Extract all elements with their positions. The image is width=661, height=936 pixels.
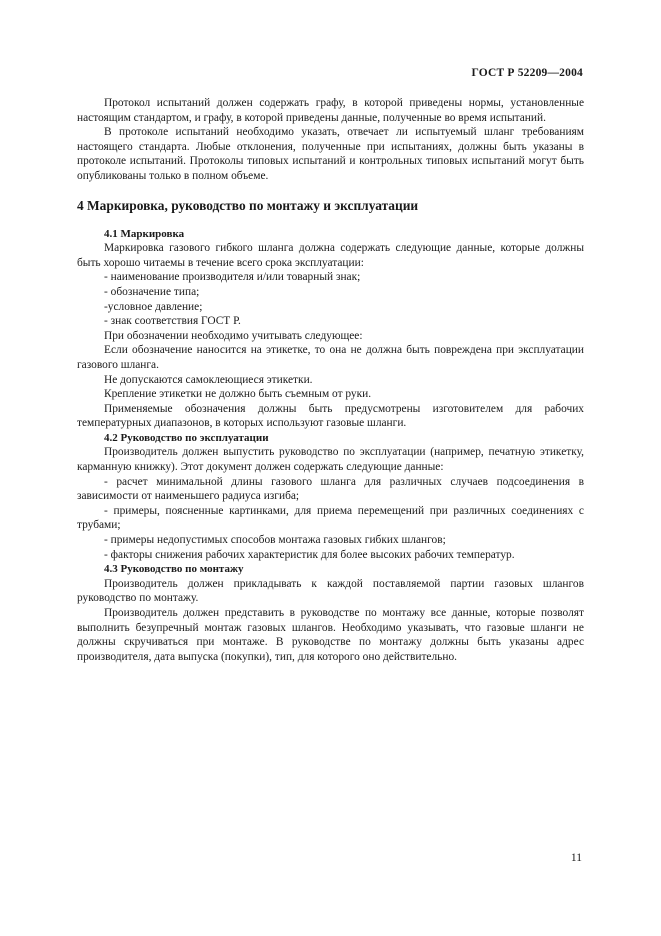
intro-paragraph-2: В протоколе испытаний необходимо указать, отвечает ли испытуемый шланг требованиям настоящего стандарта. Любые отклонения, полученные при испытаниях, должны быть указаны в протоколе испытаний. Протоколы типовых испытаний и контрольных типовых испытаний могут быть опубликованы только в полном объеме.	[77, 126, 584, 182]
intro-paragraph-1: Протокол испытаний должен содержать графу, в которой приведены нормы, установленные настоящим стандартом, и графу, в которой приведены данные, полученные во время испытаний.	[77, 97, 584, 124]
document-code: ГОСТ Р 52209—2004	[471, 67, 583, 79]
section-4-title: 4 Маркировка, руководство по монтажу и эксплуатации	[77, 197, 419, 213]
subsection-4-3-title: 4.3 Руководство по монтажу	[104, 563, 244, 576]
operation-list-item: - факторы снижения рабочих характеристик для более высоких рабочих температур.	[104, 548, 515, 561]
installation-paragraph-2: Производитель должен представить в руководстве по монтажу все данные, которые позволят выполнить безупречный монтаж газовых шлангов. Необходимо указывать, что газовые шланги не должны скручиваться при монтаже. В руководстве по монтажу должны быть указаны адрес производителя, дата выпуска (покупки), тип, для которого оно действительно.	[77, 607, 584, 663]
marking-paragraph-4: Не допускаются самоклеющиеся этикетки.	[104, 373, 313, 386]
marking-paragraph-5: Крепление этикетки не должно быть съемным от руки.	[104, 388, 372, 401]
subsection-4-2-title: 4.2 Руководство по эксплуатации	[104, 431, 269, 444]
marking-paragraph-6: Применяемые обозначения должны быть предусмотрены изготовителем для рабочих температурных диапазонов, в которых используют газовые шланги.	[77, 402, 584, 430]
document-body	[77, 96, 584, 664]
marking-list-item: - знак соответствия ГОСТ Р.	[104, 315, 241, 328]
operation-paragraph-1: Производитель должен выпустить руководство по эксплуатации (например, печатную этикетку, карманную книжку). Этот документ должен содержать следующие данные:	[77, 446, 584, 474]
marking-paragraph-1: Маркировка газового гибкого шланга должна содержать следующие данные, которые должны быть хорошо читаемы в течение всего срока эксплуатации:	[77, 242, 584, 269]
operation-list-item: - примеры, поясненные картинками, для приема перемещений при различных соединениях с трубами;	[77, 504, 584, 532]
marking-paragraph-3: Если обозначение наносится на этикетке, то она не должна быть повреждена при эксплуатации газового шланга.	[77, 344, 584, 371]
installation-paragraph-1: Производитель должен прикладывать к каждой поставляемой партии газовых шлангов руководство по монтажу.	[77, 577, 584, 605]
marking-list-item: -условное давление;	[104, 300, 203, 313]
page-number: 11	[570, 852, 582, 864]
marking-list-item: - наименование производителя и/или товарный знак;	[104, 271, 361, 284]
operation-list-item: - примеры недопустимых способов монтажа газовых гибких шлангов;	[104, 534, 446, 547]
marking-paragraph-2: При обозначении необходимо учитывать следующее:	[104, 329, 363, 342]
operation-list-item: - расчет минимальной длины газового шланга для различных случаев подсоединения в зависимости от наименьшего радиуса изгиба;	[77, 475, 584, 503]
subsection-4-1-title: 4.1 Маркировка	[104, 227, 185, 240]
marking-list-item: - обозначение типа;	[104, 285, 200, 298]
